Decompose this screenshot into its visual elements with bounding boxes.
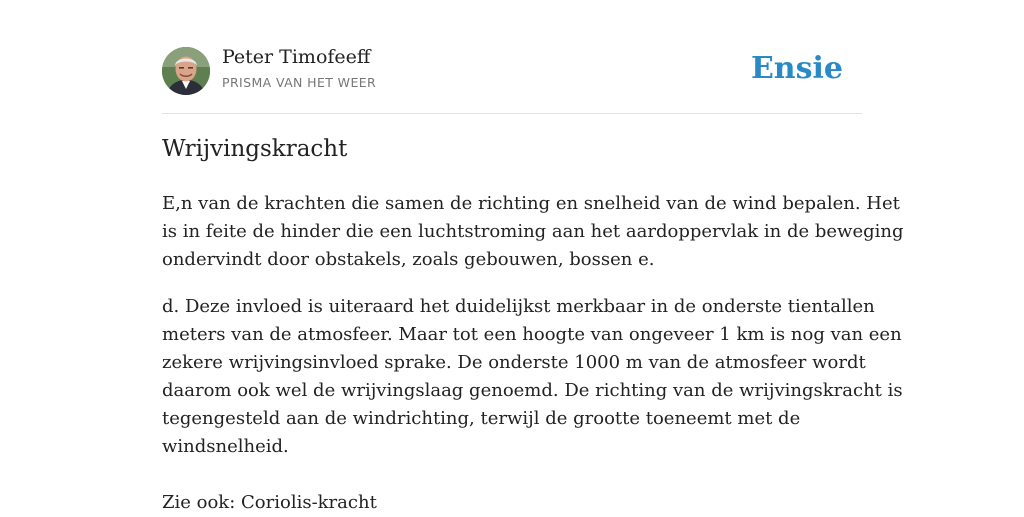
paragraph-line: tegengesteld aan de windrichting, terwijl de grootte toeneemt met de	[162, 408, 801, 429]
paragraph-line: meters van de atmosfeer. Maar tot een hoogte van ongeveer 1 km is nog van een	[162, 324, 902, 345]
paragraph-line: d. Deze invloed is uiteraard het duidelijkst merkbaar in de onderste tientallen	[162, 296, 875, 317]
author-photo	[162, 47, 210, 95]
article-paragraph-1	[162, 190, 904, 274]
article-title: Wrijvingskracht	[162, 136, 348, 162]
paragraph-line: ondervindt door obstakels, zoals gebouwen, bossen e.	[162, 249, 655, 270]
paragraph-line: windsnelheid.	[162, 436, 289, 457]
header-divider	[162, 113, 862, 114]
author-source[interactable]: PRISMA VAN HET WEER	[222, 75, 377, 90]
author-name[interactable]: Peter Timofeeff	[222, 46, 371, 68]
author-avatar[interactable]	[162, 47, 210, 95]
paragraph-line: is in feite de hinder die een luchtstroming aan het aardoppervlak in de beweging	[162, 221, 904, 242]
see-also-text: Zie ook: Coriolis-kracht	[162, 492, 377, 513]
paragraph-line: zekere wrijvingsinvloed sprake. De onderste 1000 m van de atmosfeer wordt	[162, 352, 866, 373]
header	[162, 46, 862, 96]
paragraph-line: E,n van de krachten die samen de richting en snelheid van de wind bepalen. Het	[162, 193, 900, 214]
article-paragraph-2	[162, 293, 903, 461]
paragraph-line: daarom ook wel de wrijvingslaag genoemd. De richting van de wrijvingskracht is	[162, 380, 903, 401]
brand-logo[interactable]: Ensie	[750, 51, 843, 86]
